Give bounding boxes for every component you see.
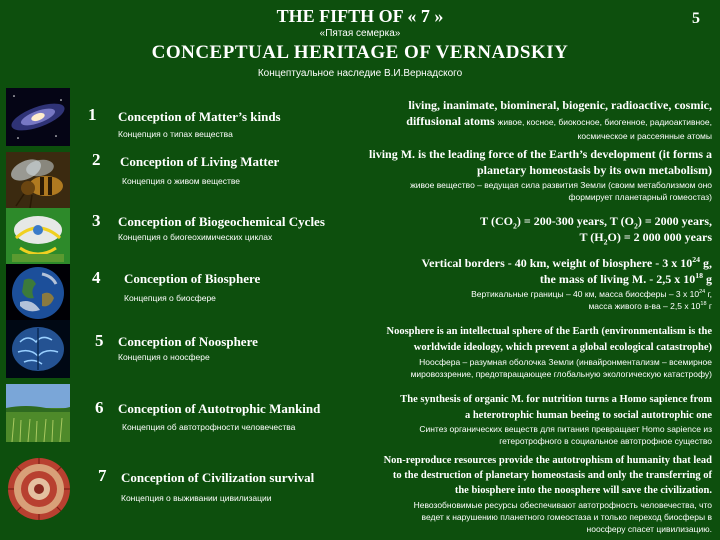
cycle-times-line1 xyxy=(372,214,712,231)
calendar-stone-icon xyxy=(6,444,72,534)
concept-title: Conception of Autotrophic Mankind xyxy=(118,401,321,416)
description-en: The synthesis of organic M. for nutrition turns a Homo sapience from xyxy=(400,394,712,405)
description-en-fragment: diffusional atoms xyxy=(406,114,495,128)
concept-title-ru: Концепция об автотрофности человечества xyxy=(122,422,296,432)
concept-title: Conception of Noosphere xyxy=(118,334,258,349)
subscript: 2 xyxy=(512,221,517,231)
row-number: 3 xyxy=(92,211,101,230)
description-en-line2: a heterotrophic human beeing to social autotrophic one xyxy=(464,410,712,421)
row-number: 4 xyxy=(92,268,101,287)
text-fragment: Vertical borders - 40 km, weight of biosphere - 3 x 10 xyxy=(421,256,693,270)
superscript: 24 xyxy=(699,289,706,296)
description-en-line2: planetary homeostasis by its own metabolism) xyxy=(476,163,712,177)
description-ru-inline: живое, косное, биокосное, биогенное, радиоактивное, xyxy=(497,117,712,127)
description-ru: Синтез органических веществ для питания превращает Homo sapience из xyxy=(419,424,712,434)
concept-title-ru: Концепция о типах вещества xyxy=(118,129,233,139)
concept-title: Conception of Biogeochemical Cycles xyxy=(118,214,325,229)
biosphere-line2 xyxy=(342,271,712,286)
text-fragment: г xyxy=(706,301,712,311)
text-fragment: ) = 2000 years, xyxy=(637,214,712,228)
biosphere-line1 xyxy=(342,255,712,270)
description-en: Non-reproduce resources provide the autotrophism of humanity that lead xyxy=(383,455,712,466)
concept-title-ru: Концепция о биогеохимических циклах xyxy=(118,232,273,242)
concept-title: Conception of Matter’s kinds xyxy=(118,109,281,124)
row-number: 6 xyxy=(95,398,104,417)
galaxy-icon xyxy=(6,88,70,146)
description-ru: космическое и рассеянные атомы xyxy=(577,131,712,141)
description-ru-line2: гетеротрофного в социальное автотрофное существо xyxy=(499,436,712,446)
superscript: 24 xyxy=(692,255,700,264)
text-fragment: g xyxy=(703,272,712,286)
subscript: 2 xyxy=(603,237,608,247)
concept-title-ru: Концепция о биосфере xyxy=(124,293,216,303)
bee-icon xyxy=(6,152,70,210)
text-fragment: T (H xyxy=(579,230,604,244)
description-en: living, inanimate, biomineral, biogenic, radioactive, cosmic, xyxy=(408,98,712,112)
description-ru: Ноосфера – разумная оболочка Земли (инвайронментализм – всемирное xyxy=(419,357,712,367)
concept-title-ru: Концепция о ноосфере xyxy=(118,352,210,362)
row-number: 7 xyxy=(98,466,107,485)
description-ru-line2: мировоззрение, предотвращающее глобальную экологическую катастрофу) xyxy=(410,369,712,379)
description-ru: Невозобновимые ресурсы обеспечивают автотрофность человечества, что xyxy=(413,500,712,510)
concept-title-ru: Концепция о выживании цивилизации xyxy=(121,493,272,503)
row-number: 5 xyxy=(95,331,104,350)
text-fragment: ) = 200-300 years, T (O xyxy=(516,214,634,228)
description-en: Noosphere is an intellectual sphere of the Earth (environmentalism is the xyxy=(386,326,712,337)
description-ru-line3: ноосферу спасет цивилизацию. xyxy=(586,524,712,534)
text-fragment: T (CO xyxy=(480,214,513,228)
concept-title: Conception of Living Matter xyxy=(120,154,280,169)
text-fragment: the mass of living M. - 2,5 x 10 xyxy=(539,272,696,286)
main-title: CONCEPTUAL HERITAGE OF VERNADSKIY xyxy=(151,42,569,63)
biosphere-ru-line2 xyxy=(342,301,712,312)
row-number: 2 xyxy=(92,150,101,169)
text-fragment: g, xyxy=(700,256,712,270)
row-number: 1 xyxy=(88,105,97,124)
concept-title-ru: Концепция о живом веществе xyxy=(122,176,240,186)
main-subtitle: Концептуальное наследие В.И.Вернадского xyxy=(257,68,463,79)
description-en-line2: to the destruction of planetary homeostasis and only the transferring of xyxy=(392,470,712,481)
text-fragment: O) = 2 000 000 years xyxy=(607,230,712,244)
description-ru-line2: формирует планетарный гомеостаз) xyxy=(568,192,712,202)
description-en: living M. is the leading force of the Earth’s development (it forms a xyxy=(369,147,712,161)
brain-icon xyxy=(6,320,70,378)
earth-icon xyxy=(6,264,70,322)
subscript: 2 xyxy=(633,221,638,231)
cycle-diagram-icon xyxy=(6,208,70,266)
header-subtitle: «Пятая семерка» xyxy=(319,28,401,39)
superscript: 18 xyxy=(700,301,707,308)
cycle-times-line2 xyxy=(372,230,712,247)
concept-title: Conception of Civilization survival xyxy=(121,470,315,485)
wheat-field-icon xyxy=(6,384,70,442)
description-en-line2: worldwide ideology, which prevent a global ecological catastrophe) xyxy=(413,342,712,353)
text-fragment: г, xyxy=(705,289,712,299)
page-number: 5 xyxy=(692,10,700,27)
header-title: THE FIFTH OF « 7 » xyxy=(276,6,444,26)
text-fragment: масса живого в-ва – 2,5 х 10 xyxy=(588,301,701,311)
superscript: 18 xyxy=(695,271,703,280)
text-fragment: Вертикальные границы – 40 км, масса биосферы – 3 х 10 xyxy=(471,289,700,299)
concept-title: Conception of Biosphere xyxy=(124,271,261,286)
description-en-line2 xyxy=(312,114,712,128)
description-en-line3: the biosphere into the noosphere will save the civilization. xyxy=(454,485,712,496)
description-ru: живое вещество – ведущая сила развития Земли (своим метаболизмом оно xyxy=(410,180,712,190)
biosphere-ru-line1 xyxy=(342,289,712,300)
description-ru-line2: ведет к нарушению планетного гомеостаза и только переход биосферы в xyxy=(421,512,712,522)
